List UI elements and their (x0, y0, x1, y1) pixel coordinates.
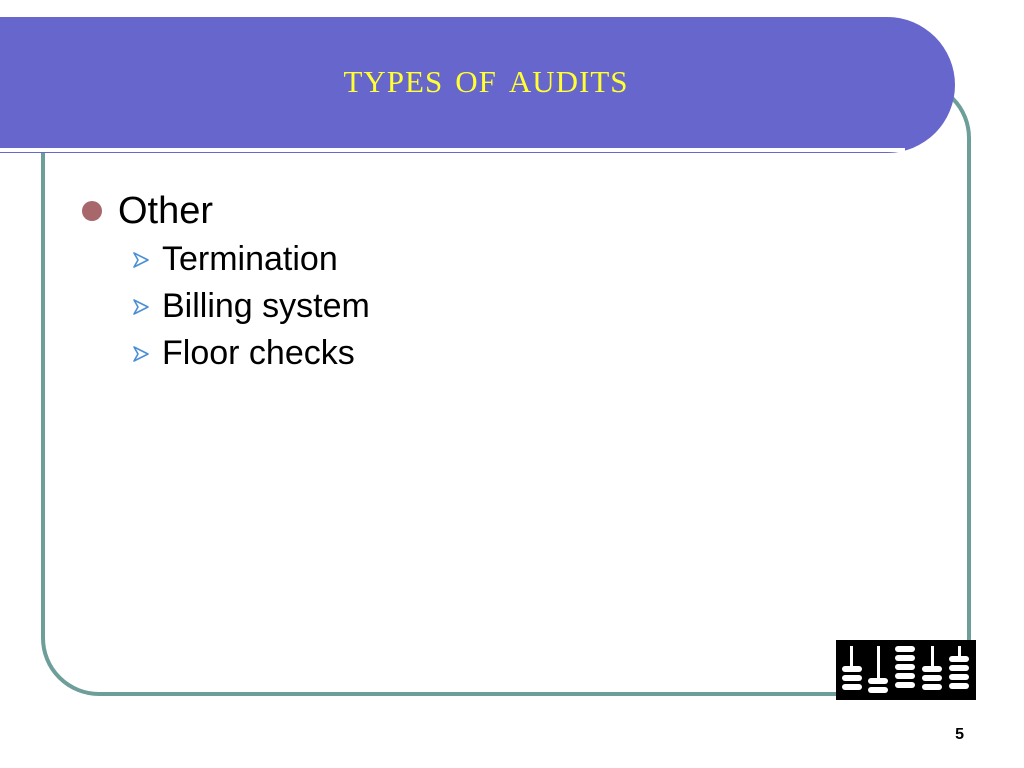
arrowhead-icon (132, 251, 150, 269)
title-underline (0, 148, 905, 152)
bullet-row (82, 186, 370, 236)
sub-bullet-item (132, 330, 370, 377)
sub-bullet-label: Termination (162, 240, 338, 278)
arrowhead-icon (132, 298, 150, 316)
sub-bullet-label: Floor checks (162, 334, 355, 372)
arrowhead-icon (132, 345, 150, 363)
bullet-label: Other (118, 189, 214, 232)
content-frame (41, 80, 971, 696)
sub-bullet-item (132, 236, 370, 283)
abacus-logo-icon (836, 640, 976, 700)
sub-bullet-label: Billing system (162, 287, 370, 325)
sub-bullet-item (132, 283, 370, 330)
slide-title: types of audits (343, 53, 629, 102)
page-number: 5 (955, 726, 964, 743)
bullet-item (82, 186, 370, 377)
filled-circle-icon (82, 201, 102, 221)
bullet-list (82, 186, 370, 377)
sub-bullet-list (82, 236, 370, 377)
